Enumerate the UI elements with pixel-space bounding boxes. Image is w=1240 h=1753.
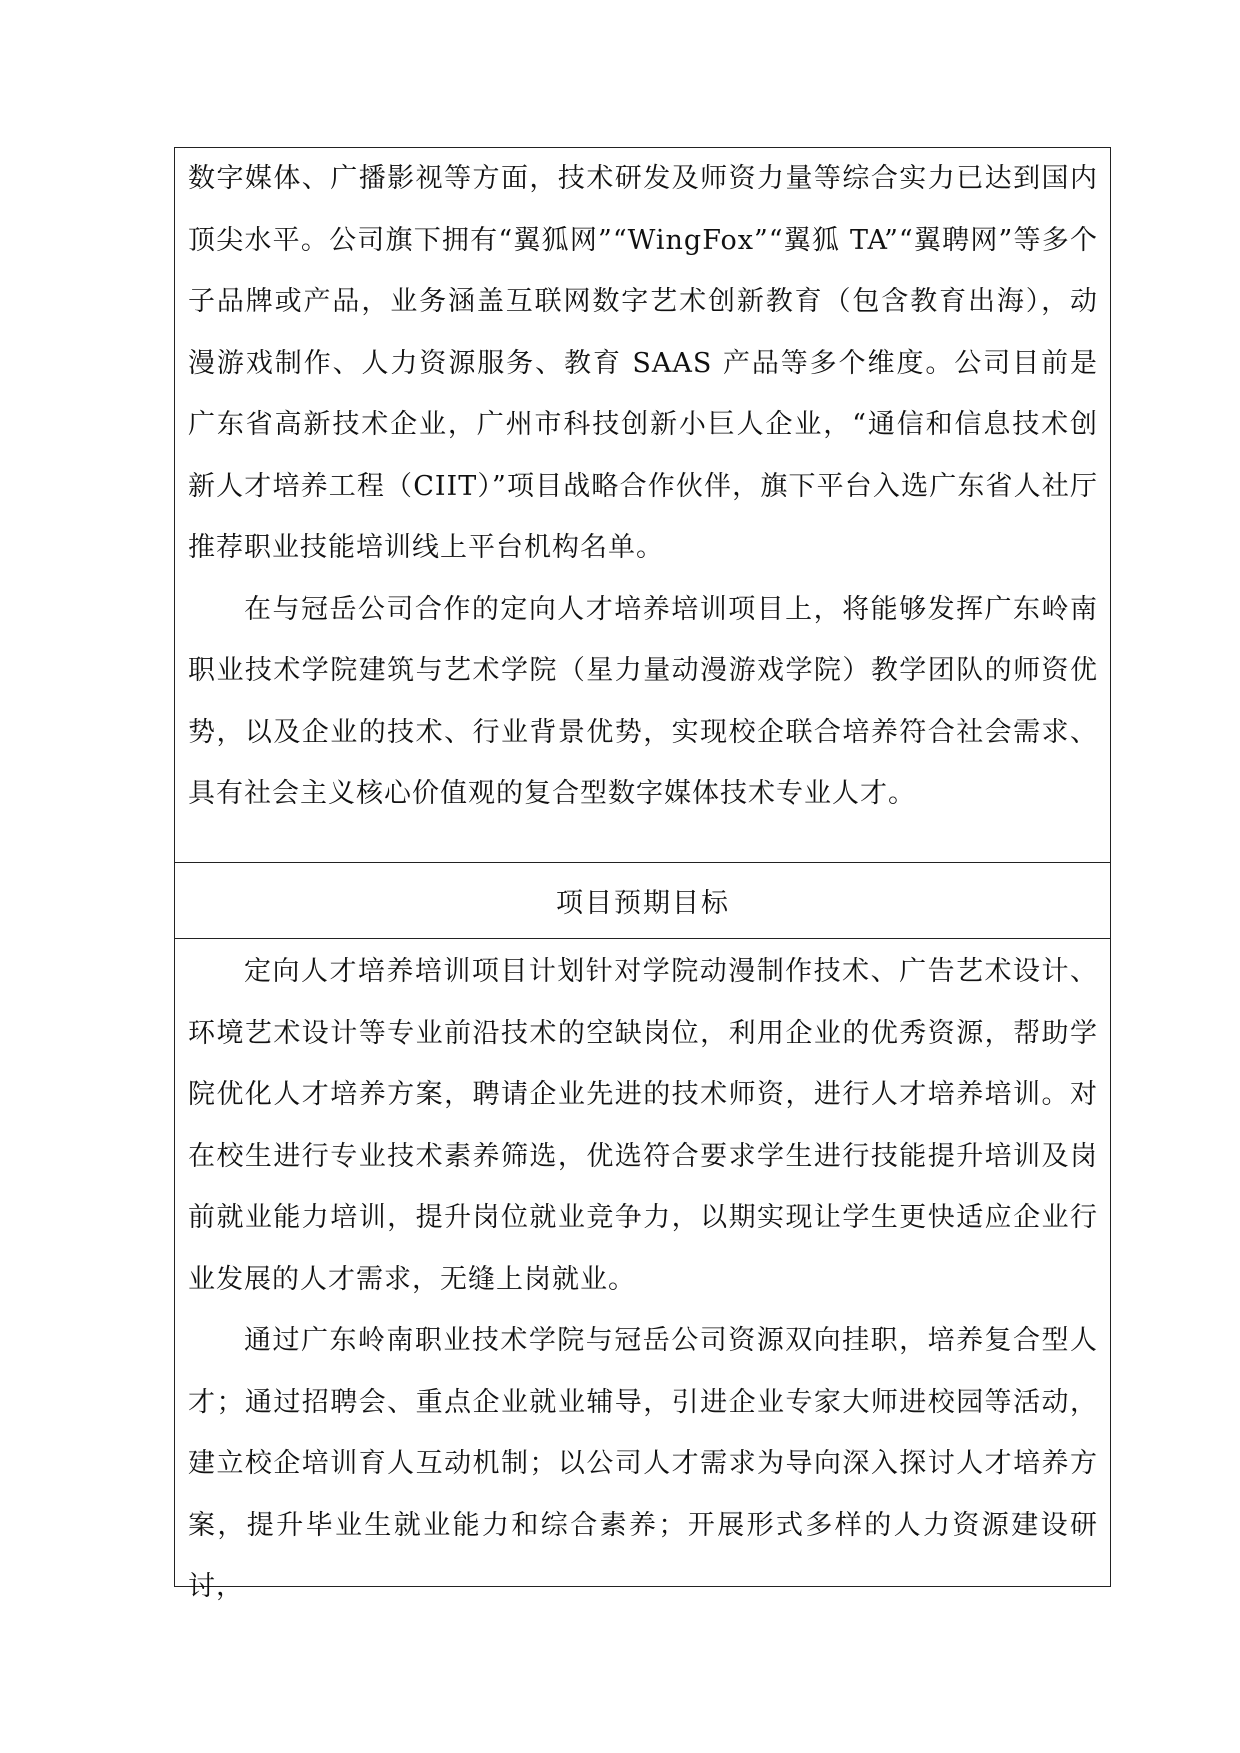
intro-paragraph-2: 在与冠岳公司合作的定向人才培养培训项目上，将能够发挥广东岭南职业技术学院建筑与艺术学院（星力量动漫游戏学院）教学团队的师资优势，以及企业的技术、行业背景优势，实现校企联合培养符合社会需求、具有社会主义核心价值观的复合型数字媒体技术专业人才。 bbox=[188, 593, 1098, 809]
document-table bbox=[174, 147, 1111, 1602]
goals-paragraph-2: 通过广东岭南职业技术学院与冠岳公司资源双向挂职，培养复合型人才；通过招聘会、重点企业就业辅导，引进企业专家大师进校园等活动，建立校企培训育人互动机制；以公司人才需求为导向深入探讨人才培养方案，提升毕业生就业能力和综合素养；开展形式多样的人力资源建设研讨， bbox=[188, 1325, 1098, 1602]
goals-paragraph-1: 定向人才培养培训项目计划针对学院动漫制作技术、广告艺术设计、环境艺术设计等专业前沿技术的空缺岗位，利用企业的优秀资源，帮助学院优化人才培养方案，聘请企业先进的技术师资，进行人才培养培训。对在校生进行专业技术素养筛选，优选符合要求学生进行技能提升培训及岗前就业能力培训，提升岗位就业竞争力，以期实现让学生更快适应企业行业发展的人才需求，无缝上岗就业。 bbox=[188, 956, 1098, 1295]
intro-paragraph-1: 数字媒体、广播影视等方面，技术研发及师资力量等综合实力已达到国内顶尖水平。公司旗下拥有“翼狐网”“WingFox”“翼狐 TA”“翼聘网”等多个子品牌或产品，业务涵盖互联网数字艺术创新教育（包含教育出海），动漫游戏制作、人力资源服务、教育 SAAS 产品等多个维度。公司目前是广东省高新技术企业，广州市科技创新小巨人企业，“通信和信息技术创新人才培养工程（CIIT）”项目战略合作伙伴，旗下平台入选广东省人社厅推荐职业技能培训线上平台机构名单。 bbox=[188, 163, 1098, 563]
goals-cell bbox=[175, 938, 1110, 1602]
goals-heading-cell bbox=[175, 862, 1110, 938]
intro-cell bbox=[175, 148, 1110, 862]
goals-heading: 项目预期目标 bbox=[556, 888, 730, 919]
